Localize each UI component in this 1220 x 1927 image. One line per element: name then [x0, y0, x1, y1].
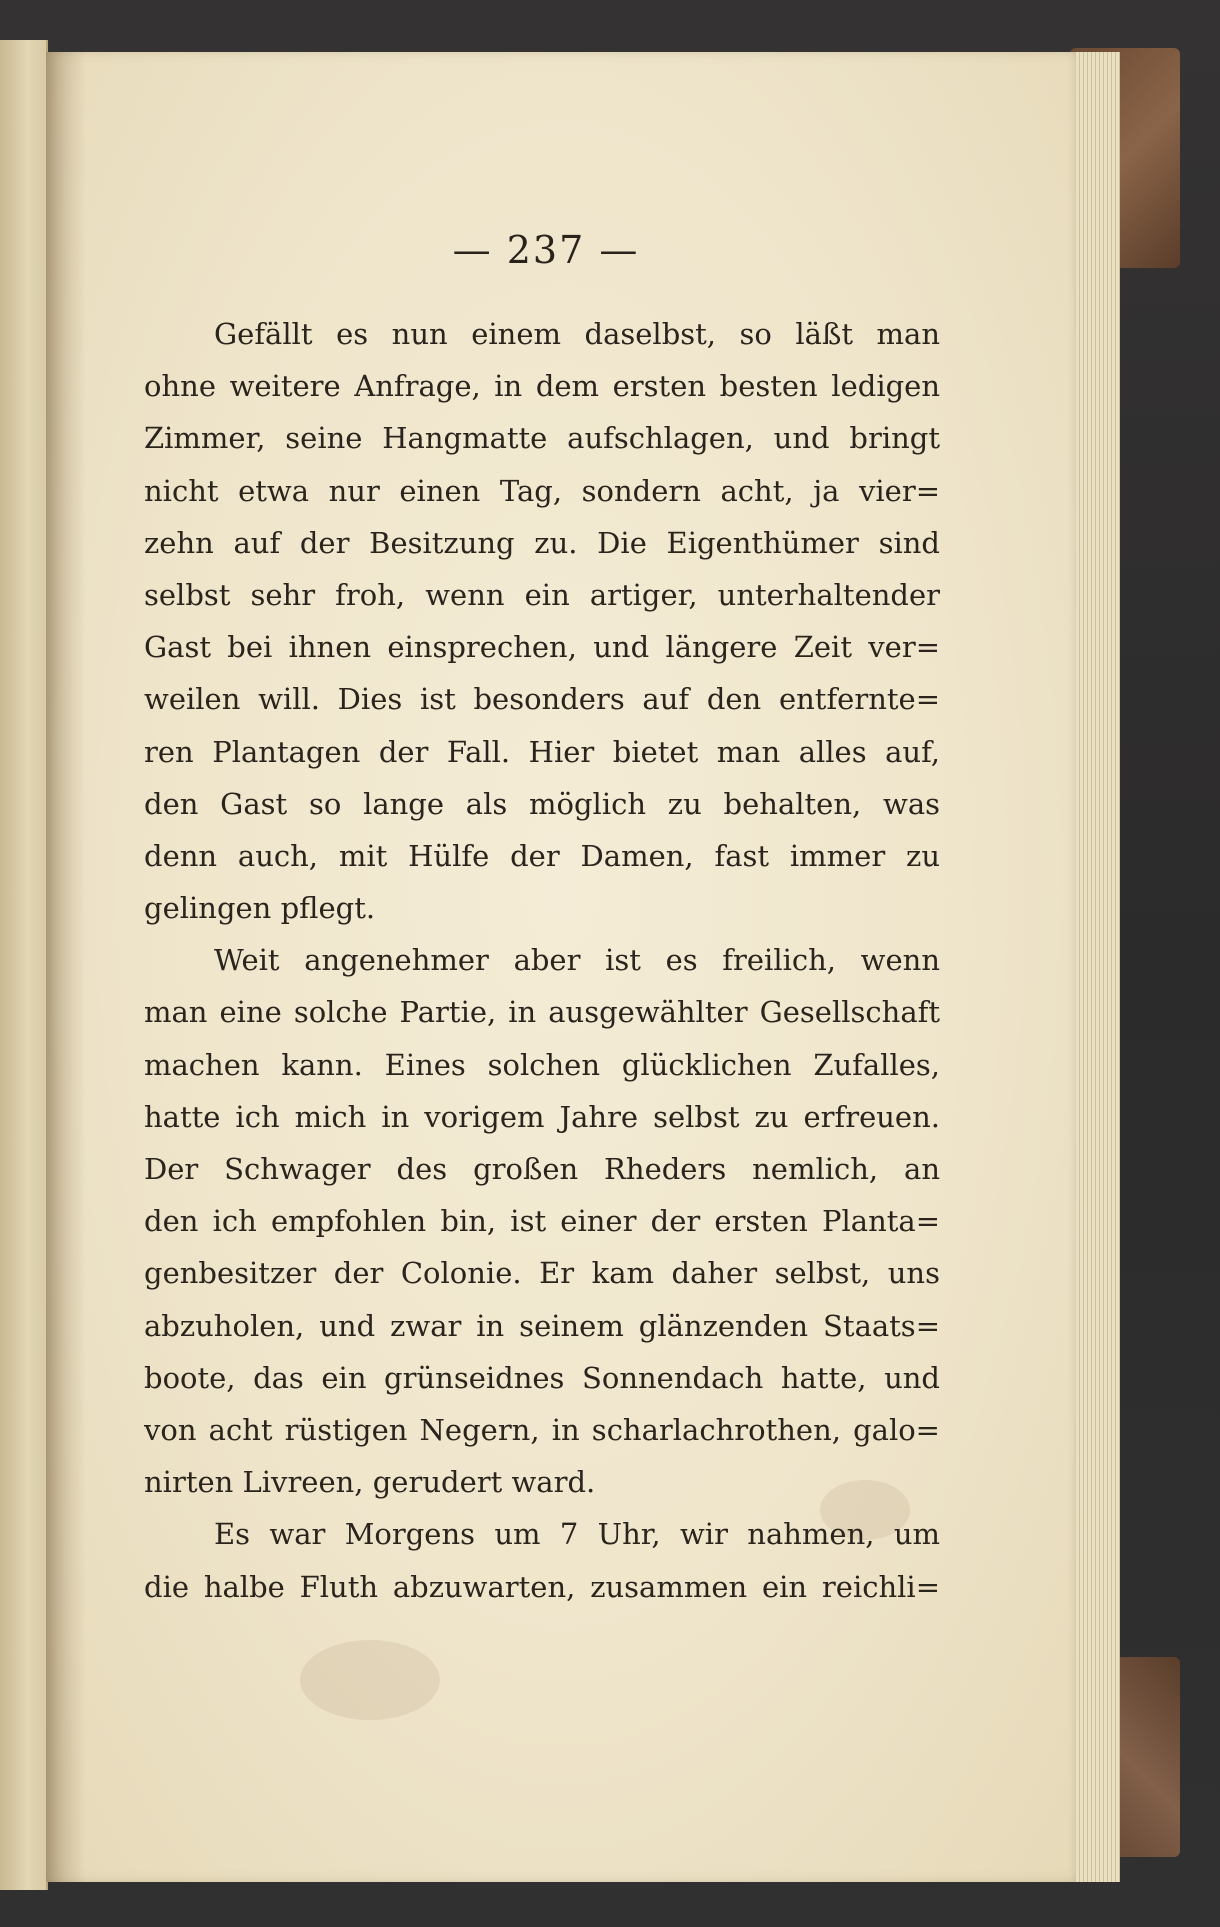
text-line: Der Schwager des großen Rheders nemlich, an: [144, 1152, 940, 1186]
facing-page-edge: [0, 40, 48, 1890]
text-line: man eine solche Partie, in ausgewählter Gesellschaft: [144, 995, 940, 1030]
text-line: denn auch, mit Hülfe der Damen, fast immer zu: [144, 838, 940, 873]
text-line: zehn auf der Besitzung zu. Die Eigenthümer sind: [144, 525, 940, 560]
text-line: abzuholen, und zwar in seinem glänzenden Staats=: [144, 1308, 940, 1343]
body-text: [144, 308, 940, 1613]
text-line: nirten Livreen, gerudert ward.: [144, 1465, 596, 1500]
text-line: die halbe Fluth abzuwarten, zusammen ein reichli=: [144, 1569, 940, 1604]
text-line: nicht etwa nur einen Tag, sondern acht, ja vier=: [144, 473, 940, 508]
text-line: Es war Morgens um 7 Uhr, wir nahmen, um: [214, 1517, 940, 1552]
text-line: den ich empfohlen bin, ist einer der ersten Planta=: [144, 1204, 940, 1239]
text-line: ren Plantagen der Fall. Hier bietet man alles auf,: [144, 734, 940, 769]
text-line: Gefällt es nun einem daselbst, so läßt man: [214, 317, 940, 351]
text-line: Weit angenehmer aber ist es freilich, wenn: [214, 943, 940, 978]
text-line: machen kann. Eines solchen glücklichen Zufalles,: [144, 1047, 940, 1082]
text-line: Zimmer, seine Hangmatte aufschlagen, und bringt: [144, 421, 940, 456]
text-line: boote, das ein grünseidnes Sonnendach hatte, und: [144, 1360, 940, 1395]
text-line: gelingen pflegt.: [144, 891, 376, 926]
spine-shadow: [46, 52, 86, 1882]
text-line: hatte ich mich in vorigem Jahre selbst zu erfreuen.: [144, 1099, 940, 1134]
text-line: Gast bei ihnen einsprechen, und längere Zeit ver=: [144, 630, 940, 665]
text-line: weilen will. Dies ist besonders auf den entfernte=: [144, 682, 940, 717]
text-line: selbst sehr froh, wenn ein artiger, unterhaltender: [144, 577, 940, 612]
text-line: ohne weitere Anfrage, in dem ersten besten ledigen: [144, 369, 940, 404]
text-line: den Gast so lange als möglich zu behalten, was: [144, 786, 940, 821]
text-line: genbesitzer der Colonie. Er kam daher selbst, uns: [144, 1256, 940, 1291]
page-number: — 237 —: [452, 228, 640, 272]
paper-stain: [300, 1640, 440, 1720]
text-line: von acht rüstigen Negern, in scharlachrothen, galo=: [144, 1412, 940, 1447]
